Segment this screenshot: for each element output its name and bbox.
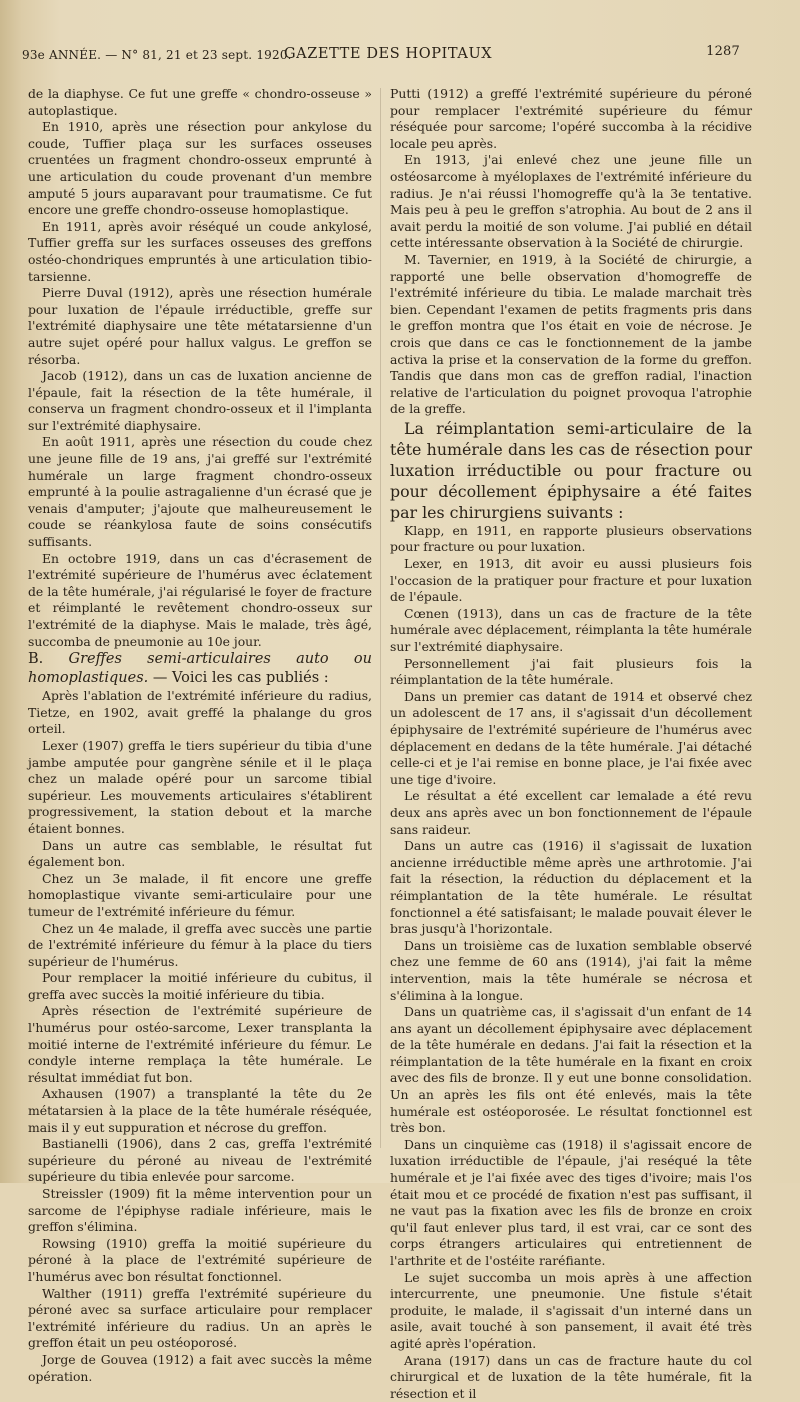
paragraph: En octobre 1919, dans un cas d'écrasement de l'extrémité supérieure de l'humérus avec éclatement de la tête humérale, j'ai régularisé le foyer de fracture et réimplanté le revêtement chondro-osseux sur l'extrémité de la diaphyse. Mais le malade, très âgé, succomba de pneumonie au 10e jour. xyxy=(28,550,372,649)
paragraph: En 1913, j'ai enlevé chez une jeune fille un ostéosarcome à myéloplaxes de l'extrémité inférieure du radius. Je n'ai réussi l'homogreffe qu'à la 3e tentative. Mais peu à peu le greffon s'atrophia. Au bout de 2 ans il avait perdu la moitié de son volume. J'ai publié en détail cette intéressante observation à la Société de chirurgie. xyxy=(390,152,752,251)
paragraph: En août 1911, après une résection du coude chez une jeune fille de 19 ans, j'ai greffé sur l'extrémité humérale un large fragment chondro-osseux emprunté à la poulie astragalienne d'un écrasé que je venais d'amputer; j'ajoute que malheureusement le coude se réankylosa faute de soins consécutifs suffisants. xyxy=(28,434,372,550)
paragraph: Dans un cinquième cas (1918) il s'agissait encore de luxation irréductible de l'épaule, j'ai reséqué la tête humérale et je l'ai fixée avec des tiges d'ivoire; mais l'os était mou et ce procédé de fixation n'est pas suffisant, il ne vaut pas la fixation avec les fils de bronze en croix qu'il faut enlever plus tard, il est vrai, car ce sont des corps étrangers articulaires qui entretiennent de l'arthrite et de l'ostéite raréfiante. xyxy=(390,1136,752,1268)
paragraph: Dans un quatrième cas, il s'agissait d'un enfant de 14 ans ayant un décollement épiphysaire avec déplacement de la tête humérale en dedans. J'ai fait la résection et la réimplantation de la tête humérale en la fixant en croix avec des fils de bronze. Il y eut une bonne consolidation. Un an après les fils ont été enlevés, mais la tête humérale est ostéoporosée. Le résultat fonctionnel est très bon. xyxy=(390,1004,752,1136)
paragraph: Jorge de Gouvea (1912) a fait avec succès la même opération. xyxy=(28,1351,372,1384)
paragraph: Klapp, en 1911, en rapporte plusieurs observations pour fracture ou pour luxation. xyxy=(390,522,752,555)
paragraph: Lexer, en 1913, dit avoir eu aussi plusieurs fois l'occasion de la pratiquer pour fracture et pour luxation de l'épaule. xyxy=(390,556,752,605)
section-label: B. xyxy=(28,651,44,668)
column-divider xyxy=(380,88,381,1148)
paragraph: Dans un troisième cas de luxation semblable observé chez une femme de 60 ans (1914), j'ai fait la même intervention, mais la tête humérale se nécrosa et s'élimina à la longue. xyxy=(390,937,752,1003)
paragraph: de la diaphyse. Ce fut une greffe « chondro-osseuse » autoplastique. xyxy=(28,86,372,118)
subsection-heading: La réimplantation semi-articulaire de la tête humérale dans les cas de résection pour luxation irréductible ou pour fracture ou pour décollement épiphysaire a été faites par les chirurgiens suivants : xyxy=(390,418,752,522)
paragraph: Putti (1912) a greffé l'extrémité supérieure du péroné pour remplacer l'extrémité supérieure du fémur réséquée pour sarcome; l'opéré succomba à la récidive locale peu après. xyxy=(390,86,752,151)
paragraph: Lexer (1907) greffa le tiers supérieur du tibia d'une jambe amputée pour gangrène sénile et il le plaça chez un malade opéré pour un sarcome tibial supérieur. Les mouvements articulaires s'établirent progressivement, la station debout et la marche étaient bonnes. xyxy=(28,737,372,836)
paragraph: Axhausen (1907) a transplanté la tête du 2e métatarsien à la place de la tête humérale réséquée, mais il y eut suppuration et nécrose du greffon. xyxy=(28,1086,372,1135)
section-title: Greffes semi-articulaires auto ou homoplastiques. xyxy=(28,651,372,687)
paragraph: Personnellement j'ai fait plusieurs fois la réimplantation de la tête humérale. xyxy=(390,655,752,688)
paragraph: Arana (1917) dans un cas de fracture haute du col chirurgical et de luxation de la tête humérale, fit la résection et il xyxy=(390,1352,752,1401)
paragraph: Le résultat a été excellent car lemalade a été revu deux ans après avec un bon fonctionnement de l'épaule sans raideur. xyxy=(390,788,752,837)
left-column xyxy=(28,86,372,1385)
paragraph: Chez un 3e malade, il fit encore une greffe homoplastique vivante semi-articulaire pour une tumeur de l'extrémité inférieure du fémur. xyxy=(28,870,372,919)
paragraph: Jacob (1912), dans un cas de luxation ancienne de l'épaule, fait la résection de la tête humérale, il conserva un fragment chondro-osseux et il l'implanta sur l'extrémité diaphysaire. xyxy=(28,368,372,433)
paragraph: Pierre Duval (1912), après une résection humérale pour luxation de l'épaule irréductible, greffe sur l'extrémité diaphysaire une tête métatarsienne d'un autre sujet opéré pour hallux valgus. Le greffon se résorba. xyxy=(28,285,372,367)
paragraph: Streissler (1909) fit la même intervention pour un sarcome de l'épiphyse radiale inférieure, mais le greffon s'élimina. xyxy=(28,1186,372,1235)
paragraph: Dans un autre cas semblable, le résultat fut également bon. xyxy=(28,837,372,870)
paragraph: M. Tavernier, en 1919, à la Société de chirurgie, a rapporté une belle observation d'homogreffe de l'extrémité inférieure du tibia. Le malade marchait très bien. Cependant l'examen de petits fragments pris dans le greffon montra que l'os était en voie de nécrose. Je crois que dans ce cas le fonctionnement de la jambe activa la prise et la conservation de la forme du greffon. Tandis que dans mon cas de greffon radial, l'inaction relative de l'articulation du poignet provoqua l'atrophie de la greffe. xyxy=(390,251,752,417)
page-header xyxy=(22,42,740,70)
paragraph: Dans un premier cas datant de 1914 et observé chez un adolescent de 17 ans, il s'agissait d'un décollement épiphysaire de l'extrémité supérieure de l'humérus avec déplacement en dedans de la tête humérale. J'ai détaché celle-ci et je l'ai remise en bonne place, je l'ai fixée avec une tige d'ivoire. xyxy=(390,688,752,787)
right-column xyxy=(390,86,752,1402)
paragraph: Bastianelli (1906), dans 2 cas, greffa l'extrémité supérieure du péroné au niveau de l'extrémité supérieure du tibia enlevée pour sarcome. xyxy=(28,1136,372,1185)
paragraph: Walther (1911) greffa l'extrémité supérieure du péroné avec sa surface articulaire pour remplacer l'extrémité inférieure du radius. Un an après le greffon était un peu ostéoporosé. xyxy=(28,1285,372,1351)
paragraph: Après l'ablation de l'extrémité inférieure du radius, Tietze, en 1902, avait greffé la phalange du gros orteil. xyxy=(28,688,372,737)
issue-info: 93e ANNÉE. — N° 81, 21 et 23 sept. 1920. xyxy=(22,48,292,62)
page-number: 1287 xyxy=(706,44,740,59)
paragraph: Pour remplacer la moitié inférieure du cubitus, il greffa avec succès la moitié inférieure du tibia. xyxy=(28,970,372,1002)
journal-title: GAZETTE DES HOPITAUX xyxy=(284,46,493,62)
paragraph: En 1911, après avoir réséqué un coude ankylosé, Tuffier greffa sur les surfaces osseuses des greffons ostéo-chondriques empruntés à une articulation tibio-tarsienne. xyxy=(28,218,372,284)
section-intro: — Voici les cas publiés : xyxy=(148,670,329,687)
paragraph: Cœnen (1913), dans un cas de fracture de la tête humérale avec déplacement, réimplanta la tête humérale sur l'extrémité diaphysaire. xyxy=(390,605,752,655)
paragraph: Après résection de l'extrémité supérieure de l'humérus pour ostéo-sarcome, Lexer transplanta la moitié interne de l'extrémité inférieure du fémur. Le condyle interne remplaça la tête humérale. Le résultat immédiat fut bon. xyxy=(28,1003,372,1085)
paragraph: Chez un 4e malade, il greffa avec succès une partie de l'extrémité inférieure du fémur à la place du tiers supérieur de l'humérus. xyxy=(28,920,372,969)
section-heading xyxy=(28,650,372,688)
paragraph: Le sujet succomba un mois après à une affection intercurrente, une pneumonie. Une fistule s'était produite, le malade, il s'agissait d'un interné dans un asile, avait touché à son pansement, il avait été très agité après l'opération. xyxy=(390,1269,752,1351)
paragraph: Dans un autre cas (1916) il s'agissait de luxation ancienne irréductible même après une arthrotomie. J'ai fait la résection, la réduction du déplacement et la réimplantation de la tête humérale. Le résultat fonctionnel a été satisfaisant; le malade pouvait élever le bras jusqu'à l'horizontale. xyxy=(390,838,752,937)
paragraph: Rowsing (1910) greffa la moitié supérieure du péroné à la place de l'extrémité supérieure de l'humérus avec bon résultat fonctionnel. xyxy=(28,1235,372,1284)
paragraph: En 1910, après une résection pour ankylose du coude, Tuffier plaça sur les surfaces osseuses cruentées un fragment chondro-osseux emprunté à une articulation du coude provenant d'un membre amputé 5 jours auparavant pour traumatisme. Ce fut encore une greffe chondro-osseuse homoplastique. xyxy=(28,119,372,218)
